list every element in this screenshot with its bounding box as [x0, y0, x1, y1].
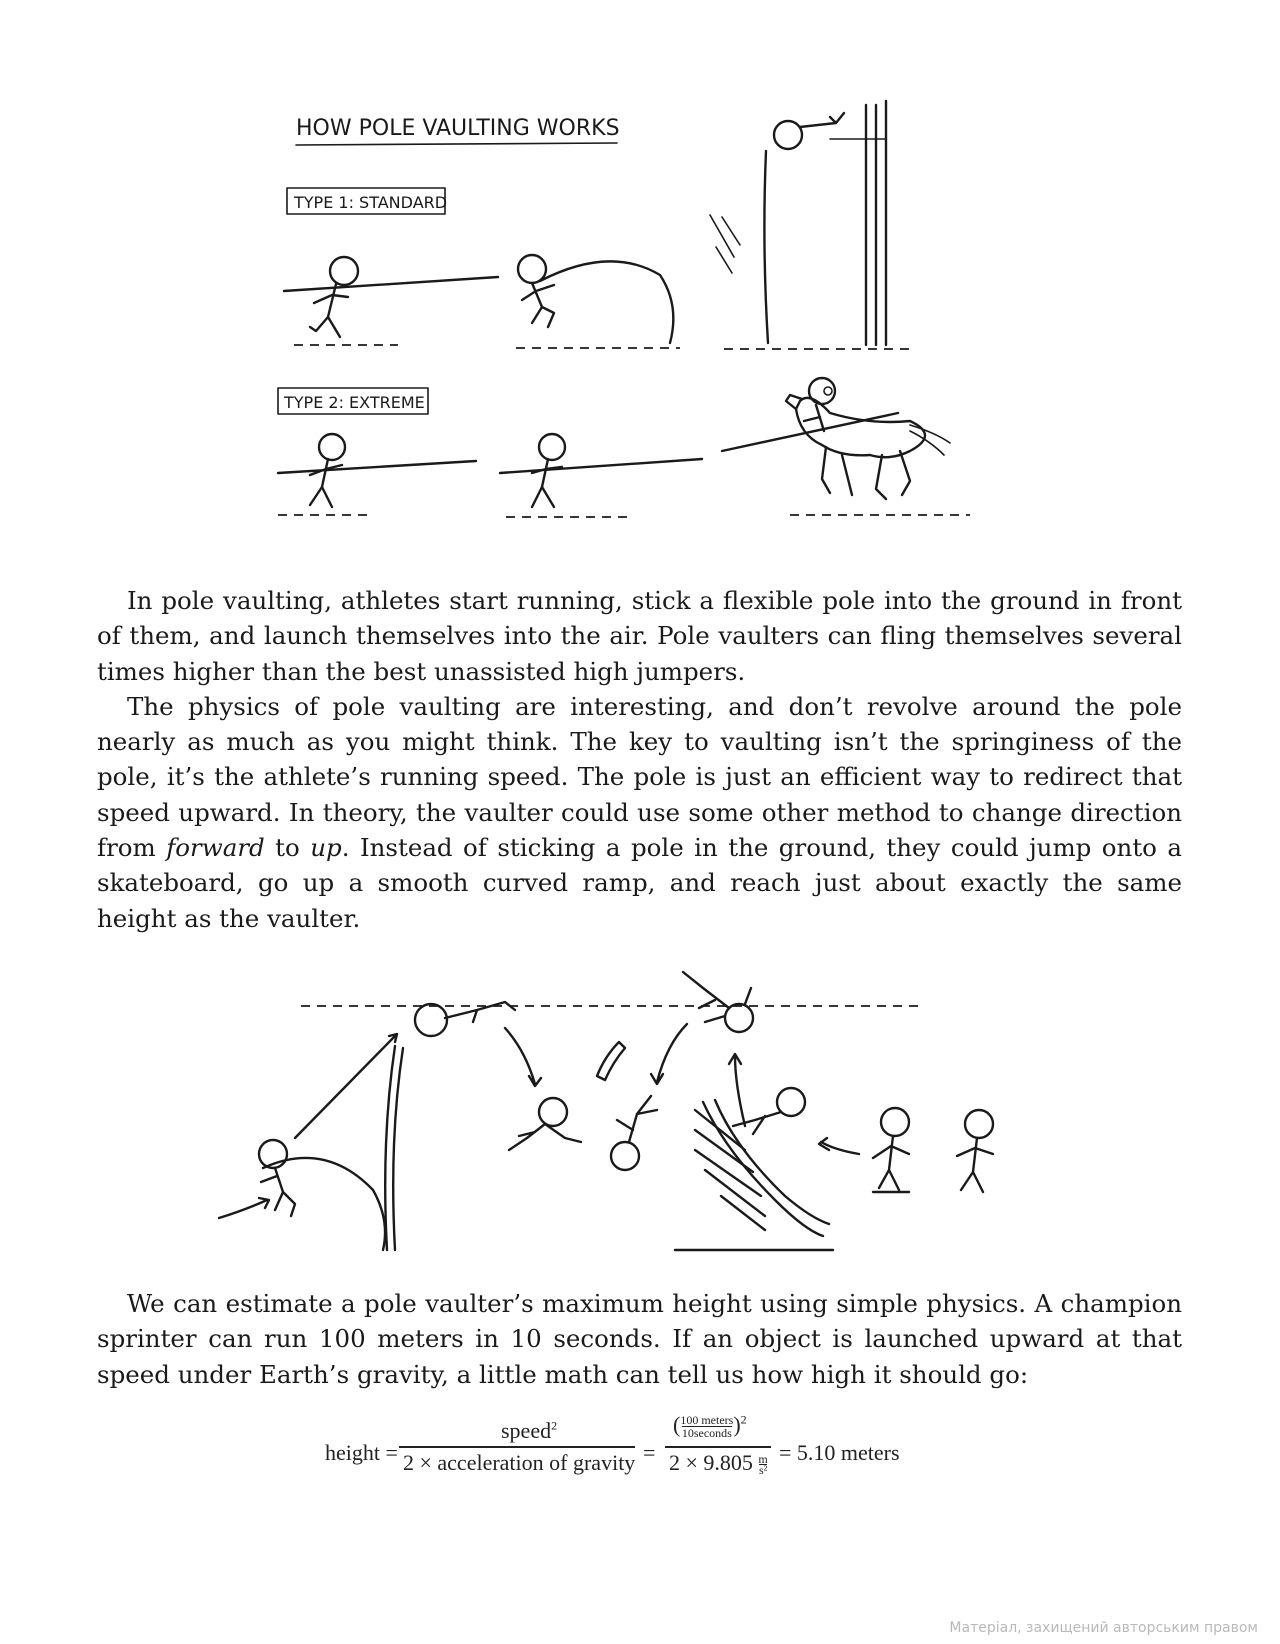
formula-speed: speed [501, 1418, 552, 1443]
body-text-bottom [97, 1286, 1182, 1392]
formula-lhs: height = [325, 1440, 398, 1465]
type2-jouster-on-horse [722, 378, 970, 515]
title-underline [296, 143, 617, 145]
formula-den2-value: 2 × 9.805 [669, 1450, 753, 1475]
formula-inner-num: 100 meters [680, 1413, 734, 1428]
paragraph-2-part-b: to [264, 833, 311, 863]
formula-unit-den: s² [758, 1463, 768, 1478]
paragraph-3: We can estimate a pole vaulter’s maximum height using simple physics. A champion sprinter can run 100 meters in 10 seconds. If an object is launched upward at that speed under Earth’s gravity, a little math can tell us how high it should go: [97, 1289, 1182, 1389]
formula-inner-fraction [673, 1412, 747, 1439]
emphasis-up: up [310, 833, 342, 863]
formula-inner-den: 10seconds [681, 1426, 732, 1441]
formula-numerator [501, 1418, 557, 1444]
formula-equals: = [643, 1440, 656, 1465]
formula-paren-open: ( [673, 1412, 681, 1437]
type1-planting [516, 255, 680, 348]
formula-fraction-bar-2 [665, 1446, 771, 1448]
skateboard-flying [597, 1042, 625, 1080]
formula-den2 [669, 1450, 768, 1476]
paragraph-1: In pole vaulting, athletes start running, stick a flexible pole into the ground in front of them, and launch themselves into the air. Pole vaulters can fling themselves several times higher than the best unassisted high jumpers. [97, 586, 1182, 686]
vaulter-sequence [219, 1002, 581, 1250]
formula-denominator: 2 × acceleration of gravity [403, 1450, 636, 1475]
body-text-top [97, 583, 1182, 936]
type2-label: TYPE 2: EXTREME [284, 393, 425, 412]
type2-runner-2 [500, 434, 702, 517]
copyright-watermark: Матеріал, захищений авторським правом [949, 1620, 1258, 1636]
height-formula [325, 1412, 965, 1498]
type1-runner [284, 257, 498, 345]
formula-speed-exp: 2 [551, 1418, 558, 1433]
type1-label: TYPE 1: STANDARD [294, 193, 448, 212]
comic-middle-drawing [205, 960, 1075, 1260]
type1-at-bar [710, 101, 910, 349]
formula-result: = 5.10 meters [779, 1440, 900, 1465]
formula-fraction-bar-1 [399, 1446, 635, 1448]
comic-how-pole-vaulting-works [270, 95, 1010, 555]
comic-title: HOW POLE VAULTING WORKS [296, 116, 620, 141]
formula-inner-exp: 2 [740, 1412, 747, 1427]
type2-runner [278, 434, 476, 515]
paragraph-2-part-a: The physics of pole vaulting are interesting, and don’t revolve around the pole nearly as much as you might think. The key to vaulting isn’t the springiness of the pole, it’s the athlete’s running speed. The pole is just an efficient way to redirect that speed upward. In theory, the vaulter could use some other method to change direction from [97, 691, 1182, 863]
paragraph-2 [97, 689, 1182, 936]
formula-paren-close: ) [733, 1412, 741, 1437]
paragraph-2-part-c: . Instead of sticking a pole in the ground, they could jump onto a skateboard, go up a smooth curved ramp, and reach just about exactly the same height as the vaulter. [97, 833, 1182, 933]
emphasis-forward: forward [166, 833, 265, 863]
skateboarder-sequence [597, 972, 993, 1250]
formula-unit-num: m [758, 1452, 768, 1467]
comic-vaulter-vs-skateboarder [205, 960, 1075, 1260]
comic-top-drawing [270, 95, 1010, 555]
